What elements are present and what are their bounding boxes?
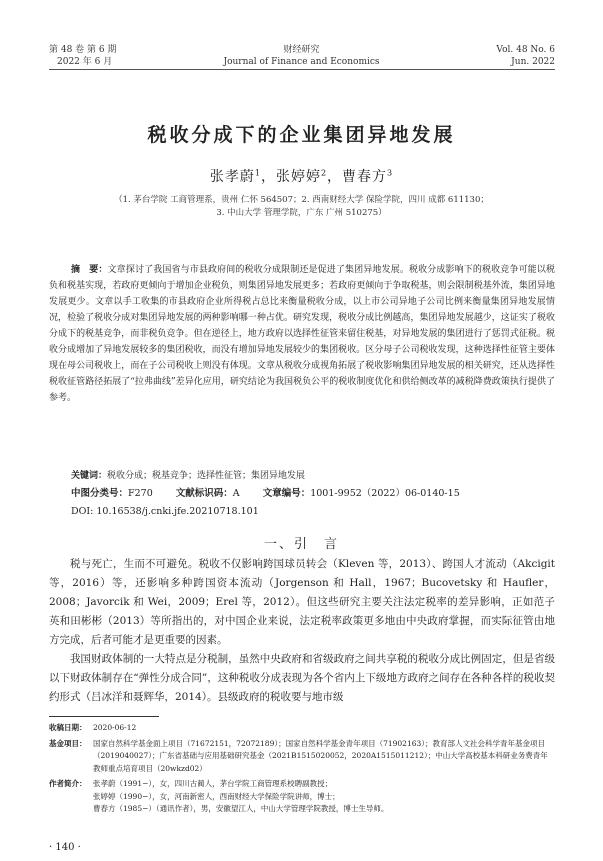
header-volume: 第 48 卷 第 6 期 — [49, 45, 117, 55]
header-date: 2022 年 6 月 — [57, 57, 113, 67]
author-affil-sup: 3 — [387, 168, 394, 178]
body-text — [49, 555, 555, 707]
author-bio: 张孝蔚（1991−），女，四川古蔺人，茅台学院工商管理系校聘副教授； — [93, 779, 333, 788]
doi-line — [71, 505, 259, 519]
keywords-label: 关键词： — [71, 471, 108, 481]
author-list — [0, 166, 603, 186]
clc-label: 中图分类号： — [71, 488, 129, 499]
author-separator: ， — [327, 169, 343, 185]
article-title: 税收分成下的企业集团异地发展 — [147, 124, 456, 146]
header-vol-en — [496, 44, 555, 68]
clc-value: F270 — [128, 488, 153, 499]
header-vol-no: Vol. 48 No. 6 — [496, 45, 555, 55]
author-separator: ， — [260, 169, 276, 185]
doi-link[interactable]: 10.16538/j.cnki.jfe.20210718.101 — [96, 506, 259, 517]
keywords-text: 税收分成；税基竞争；选择性征管；集团异地发展 — [107, 471, 306, 481]
funding-value: 国家自然科学基金面上项目（71672151，72072189）；国家自然科学基金青年项目（71902163）；教育部人文社会科学青年基金项目（2019040027）；广东省基础与应用基础研究基金（2021B1515020052，2020A1515011212）；中山大学高校基本科研业务费青年教师重点培育项目（20wkzd02） — [93, 738, 548, 773]
footnote-authors — [49, 778, 555, 816]
header-journal-en: Journal of Finance and Economics — [223, 57, 380, 67]
footnotes — [49, 722, 555, 816]
section-heading: 一、引 言 — [263, 537, 339, 552]
author-name: 张婷婷 — [275, 169, 321, 185]
abstract-text: 文章探讨了我国省与市县政府间的税收分成限制还是促进了集团异地发展。税收分成影响下的税收竞争可能以税负和税基实现，若政府更倾向于增加企业税负，则集团异地发展更多；若政府更倾向于争取税基，则会限制税基外流，集团异地发展更少。文章以手工收集的市县政府企业所得税占总比来衡量税收分成，以上市公司异地子公司比例来衡量集团异地发展情况，检验了税收分成对集团异地发展的两种影响哪一种占优。研究发现，税收分成比例越高，集团异地发展越少，这证实了税收分成下的税基竞争，而非税负竞争。但在逆径上，地方政府以选择性征管来留住税基，对异地发展的集团进行了惩罚式征税。税收分成增加了异地发展较多的集团税收，而没有增加异地发展较少的集团税收。区分母子公司税收发现，这种选择性征管主要体现在母公司税收上，而在子公司税收上则没有体现。文章从税收分成视角拓展了税收影响集团异地发展的相关研究，还从选择性税收征管路径拓展了“拉弗曲线”差异化应用，研究结论为我国税负公平的税收制度优化和供给侧改革的减税降费政策执行提供了参考。 — [49, 265, 555, 403]
footnote-rule — [49, 716, 159, 717]
received-label: 收稿日期： — [49, 723, 87, 732]
header-month: Jun. 2022 — [511, 57, 555, 67]
classification-line — [71, 487, 480, 501]
header-rule — [49, 69, 555, 70]
article-number-label: 文章编号： — [262, 488, 311, 499]
author-bio: 曹春方（1985−）（通讯作者），男，安徽望江人，中山大学管理学院教授，博士生导师。 — [93, 804, 389, 813]
page-number: · 140 · — [49, 842, 81, 853]
header-journal-cn: 财经研究 — [283, 45, 320, 55]
author-name: 曹春方 — [342, 169, 388, 185]
authors-bios — [93, 778, 555, 816]
abstract — [49, 262, 555, 406]
affiliation-line-2: 3. 中山大学 管理学院，广东 广州 510275） — [216, 208, 387, 218]
author-affil-sup: 2 — [320, 168, 328, 178]
footnote-funding — [49, 738, 555, 776]
doc-code-label: 文献标识码： — [175, 488, 233, 499]
body-paragraph: 我国财政体制的一大特点是分税制，虽然中央政府和省级政府之间共享税的税收分成比例固定，但是省级以下财政体制存在“弹性分成合同”，这种税收分成表现为各个省内上下级地方政府之间存在各种各样的税收契约形式（吕冰洋和聂辉华，2014）。县级政府的税收要与地市级 — [49, 653, 555, 703]
body-paragraph: 税与死亡，生而不可避免。税收不仅影响跨国球员转会（Kleven 等，2013）、跨国人才流动（Akcigit 等，2016）等，还影响多种跨国资本流动（Jorgenson 和 Hall，1967；Bucovetsky 和 Haufler，2008；Javorcik 和 Wei，2009；Erel 等，2012）。但这些研究主要关注法定税率的差异影响，正如范子英和田彬彬（2013）等所指出的，对中国企业来说，法定税率政策更多地由中央政府掌握，而实际征管由地方完成，后者可能才是更重要的因素。 — [49, 558, 555, 646]
author-name: 张孝蔚 — [209, 169, 255, 185]
footnote-received — [49, 722, 555, 735]
funding-label: 基金项目： — [49, 738, 87, 748]
doc-code-value: A — [232, 488, 240, 499]
abstract-label: 摘 要： — [71, 265, 108, 275]
received-value: 2020-06-12 — [93, 723, 137, 732]
author-bio: 张婷婷（1990−），女，河南新密人，西南财经大学保险学院讲师，博士； — [93, 791, 340, 801]
keywords — [71, 469, 305, 483]
affiliation-line-1: （1. 茅台学院 工商管理系，贵州 仁怀 564507；2. 西南财经大学 保险学院，四川 成都 611130； — [114, 195, 489, 205]
author-affil-sup: 1 — [254, 168, 261, 178]
authors-label: 作者简介： — [49, 779, 87, 788]
article-number-value: 1001-9952（2022）06-0140-15 — [310, 488, 460, 499]
doi-label: DOI: — [71, 506, 97, 517]
